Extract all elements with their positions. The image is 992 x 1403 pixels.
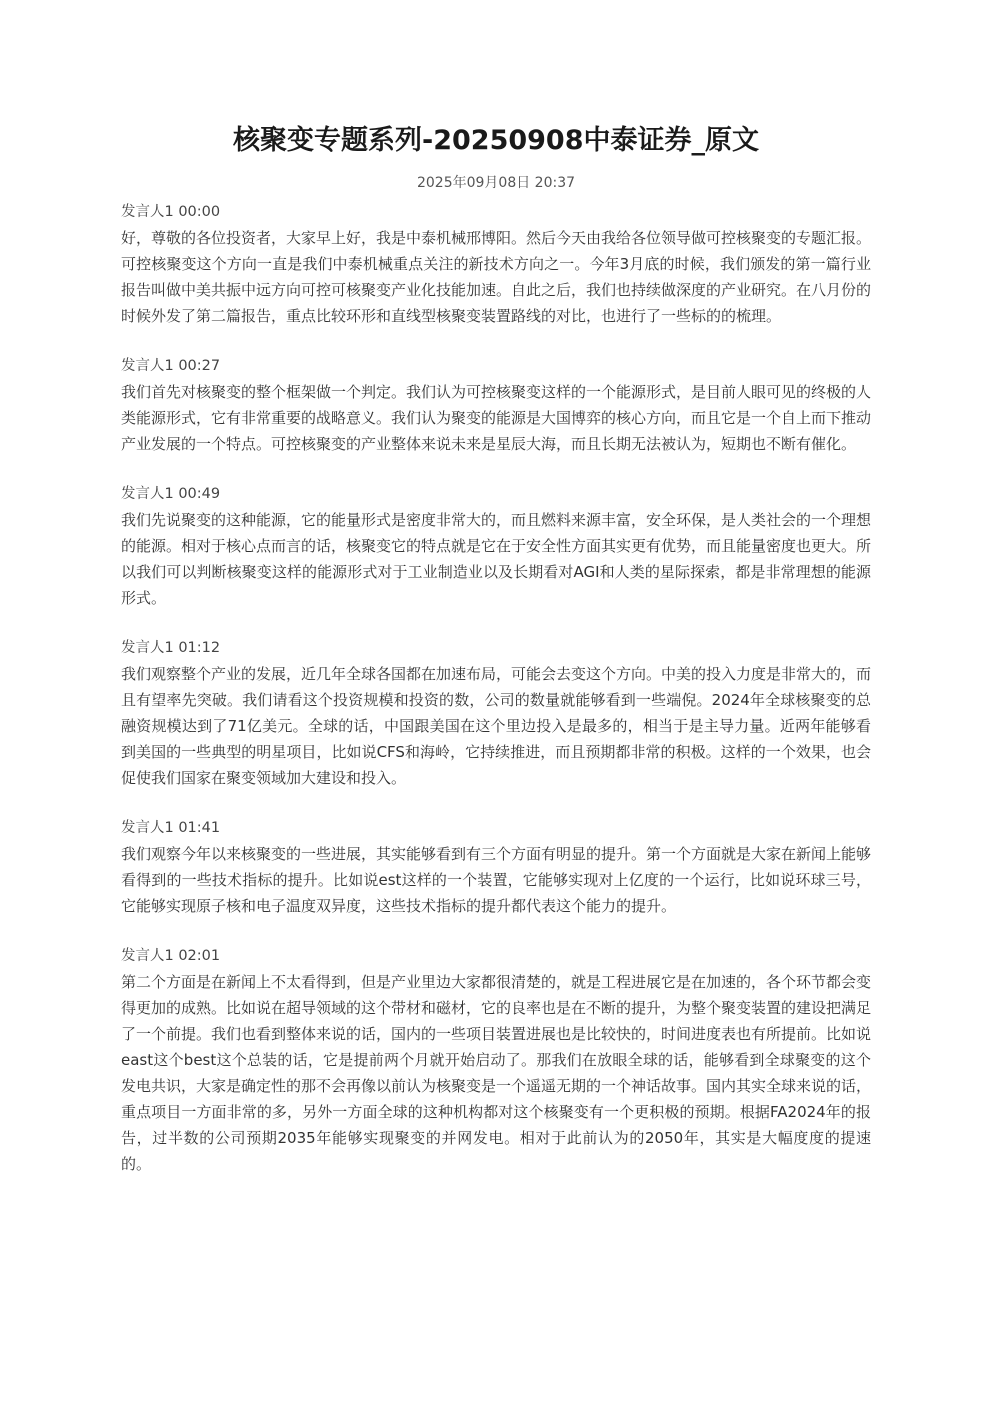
transcript-segment: [121, 481, 871, 611]
segment-text: 我们首先对核聚变的整个框架做一个判定。我们认为可控核聚变这样的一个能源形式，是目前人眼可见的终极的人类能源形式，它有非常重要的战略意义。我们认为聚变的能源是大国博弈的核心方向，而且它是一个自上而下推动产业发展的一个特点。可控核聚变的产业整体来说未来是星辰大海，而且长期无法被认为，短期也不断有催化。: [121, 383, 872, 453]
segment-text: 我们先说聚变的这种能源，它的能量形式是密度非常大的，而且燃料来源丰富，安全环保，是人类社会的一个理想的能源。相对于核心点而言的话，核聚变它的特点就是它在于安全性方面其实更有优势，而且能量密度也更大。所以我们可以判断核聚变这样的能源形式对于工业制造业以及长期看对AGI和人类的星际探索，都是非常理想的能源形式。: [121, 511, 872, 607]
document-date: 2025年09月08日 20:37: [416, 175, 576, 191]
transcript-segment: [121, 353, 871, 457]
segment-text: 我们观察今年以来核聚变的一些进展，其实能够看到有三个方面有明显的提升。第一个方面就是大家在新闻上能够看得到的一些技术指标的提升。比如说est这样的一个装置，它能够实现对上亿度的一个运行，比如说环球三号，它能够实现原子核和电子温度双异度，这些技术指标的提升都代表这个能力的提升。: [121, 845, 872, 915]
speaker-timestamp: 发言人1 00:27: [121, 358, 221, 374]
speaker-timestamp: 发言人1 02:01: [121, 948, 221, 964]
speaker-timestamp: 发言人1 00:00: [121, 204, 221, 220]
transcript-segment: [121, 635, 871, 791]
transcript-segment: [121, 943, 871, 1177]
segment-text: 第二个方面是在新闻上不太看得到，但是产业里边大家都很清楚的，就是工程进展它是在加速的，各个环节都会变得更加的成熟。比如说在超导领域的这个带材和磁材，它的良率也是在不断的提升，为整个聚变装置的建设把满足了一个前提。我们也看到整体来说的话，国内的一些项目装置进展也是比较快的，时间进度表也有所提前。比如说east这个best这个总装的话，它是提前两个月就开始启动了。那我们在放眼全球的话，能够看到全球聚变的这个发电共识，大家是确定性的那不会再像以前认为核聚变是一个遥遥无期的一个神话故事。国内其实全球来说的话，重点项目一方面非常的多，另外一方面全球的这种机构都对这个核聚变有一个更积极的预期。根据FA2024年的报告，过半数的公司预期2035年能够实现聚变的并网发电。相对于此前认为的2050年，其实是大幅度度的提速的。: [121, 973, 872, 1173]
segment-text: 我们观察整个产业的发展，近几年全球各国都在加速布局，可能会去变这个方向。中美的投入力度是非常大的，而且有望率先突破。我们请看这个投资规模和投资的数，公司的数量就能够看到一些端倪。2024年全球核聚变的总融资规模达到了71亿美元。全球的话，中国跟美国在这个里边投入是最多的，相当于是主导力量。近两年能够看到美国的一些典型的明星项目，比如说CFS和海岭，它持续推进，而且预期都非常的积极。这样的一个效果，也会促使我们国家在聚变领域加大建设和投入。: [121, 665, 872, 787]
speaker-timestamp: 发言人1 00:49: [121, 486, 221, 502]
speaker-timestamp: 发言人1 01:41: [121, 820, 221, 836]
segment-text: 好，尊敬的各位投资者，大家早上好，我是中泰机械邢博阳。然后今天由我给各位领导做可控核聚变的专题汇报。可控核聚变这个方向一直是我们中泰机械重点关注的新技术方向之一。今年3月底的时候，我们颁发的第一篇行业报告叫做中美共振中远方向可控可核聚变产业化技能加速。自此之后，我们也持续做深度的产业研究。在八月份的时候外发了第二篇报告，重点比较环形和直线型核聚变装置路线的对比，也进行了一些标的的梳理。: [121, 229, 872, 325]
transcript-segment: [121, 199, 871, 329]
speaker-timestamp: 发言人1 01:12: [121, 640, 221, 656]
document-title: 核聚变专题系列-20250908中泰证券_原文: [233, 125, 759, 156]
transcript-segment: [121, 815, 871, 919]
transcript-body: [121, 199, 871, 1201]
